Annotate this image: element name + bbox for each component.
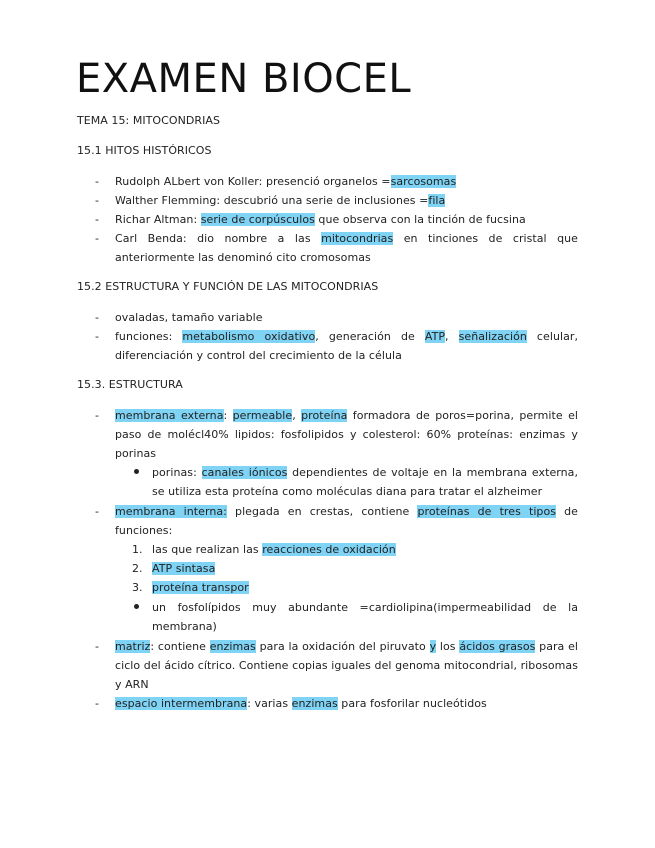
dash-marker: - xyxy=(95,194,100,207)
list-item: - membrana externa: permeable, proteína formadora de poros=porina, permite el paso de molécl40% lipidos: fosfolipidos y colesterol: 60% proteínas: enzimas y porinas xyxy=(95,406,578,463)
highlight: señalización xyxy=(458,330,527,343)
list-item: - espacio intermembrana: varias enzimas para fosforilar nucleótidos xyxy=(95,694,578,713)
section-heading-estructura: 15.3. ESTRUCTURA xyxy=(77,378,183,391)
highlight: espacio intermembrana xyxy=(115,697,248,710)
bullet-item: porinas: canales iónicos dependientes de voltaje en la membrana externa, se utiliza esta proteína como moléculas diana para tratar el alzheimer xyxy=(132,463,578,501)
dash-marker: - xyxy=(95,232,100,245)
highlight: serie de corpúsculos xyxy=(200,213,315,226)
bullet-item: un fosfolípidos muy abundante =cardiolipina(impermeabilidad de la membrana) xyxy=(132,598,578,636)
highlight: permeable xyxy=(232,409,293,422)
highlight: membrana interna: xyxy=(115,505,227,518)
dash-marker: - xyxy=(95,311,100,324)
highlight: ácidos grasos xyxy=(459,640,536,653)
list-item: - matriz: contiene enzimas para la oxidación del piruvato y los ácidos grasos para el ciclo del ácido cítrico. Contiene copias iguales del genoma mitocondrial, ribosomas y ARN xyxy=(95,637,578,694)
list-item: - Walther Flemming: descubrió una serie de inclusiones =fila xyxy=(95,191,578,210)
highlight: canales iónicos xyxy=(201,466,288,479)
list-item: - ovaladas, tamaño variable xyxy=(95,308,578,327)
highlight: ATP xyxy=(424,330,446,343)
list-item: - funciones: metabolismo oxidativo, generación de ATP, señalización celular, diferenciación y control del crecimiento de la célula xyxy=(95,327,578,365)
dash-marker: - xyxy=(95,213,100,226)
highlight: ATP sintasa xyxy=(152,562,216,575)
highlight: membrana externa xyxy=(115,409,224,422)
dash-marker: - xyxy=(95,409,100,422)
dash-marker: - xyxy=(95,697,100,710)
highlight: mitocondrias xyxy=(321,232,394,245)
highlight: enzimas xyxy=(291,697,338,710)
page-title: EXAMEN BIOCEL xyxy=(76,56,412,102)
section-heading-estructura-funcion: 15.2 ESTRUCTURA Y FUNCIÓN DE LAS MITOCONDRIAS xyxy=(77,280,379,293)
dash-marker: - xyxy=(95,330,100,343)
highlight: proteínas de tres tipos xyxy=(417,505,557,518)
highlight: proteína xyxy=(301,409,348,422)
highlight: metabolismo oxidativo xyxy=(182,330,316,343)
highlight: sarcosomas xyxy=(390,175,457,188)
highlight: proteína transpor xyxy=(152,581,249,594)
dash-marker: - xyxy=(95,175,100,188)
highlight: reacciones de oxidación xyxy=(262,543,396,556)
highlight: y xyxy=(429,640,437,653)
highlight: enzimas xyxy=(209,640,256,653)
numbered-item: 3. proteína transpor xyxy=(132,581,249,594)
bullet-icon xyxy=(134,469,139,474)
bullet-icon xyxy=(134,604,139,609)
numbered-item: 2. ATP sintasa xyxy=(132,562,216,575)
dash-marker: - xyxy=(95,505,100,518)
list-item: - membrana interna: plegada en crestas, contiene proteínas de tres tipos de funciones: xyxy=(95,502,578,540)
numbered-item: 1. las que realizan las reacciones de oxidación xyxy=(132,543,396,556)
list-item: - Carl Benda: dio nombre a las mitocondrias en tinciones de cristal que anteriormente las denominó cito cromosomas xyxy=(95,229,578,267)
list-item: - Richar Altman: serie de corpúsculos que observa con la tinción de fucsina xyxy=(95,210,578,229)
topic-heading: TEMA 15: MITOCONDRIAS xyxy=(77,114,220,127)
highlight: fila xyxy=(428,194,446,207)
highlight: matriz xyxy=(115,640,151,653)
dash-marker: - xyxy=(95,640,100,653)
list-item: - Rudolph ALbert von Koller: presenció organelos =sarcosomas xyxy=(95,172,578,191)
section-heading-hitos: 15.1 HITOS HISTÓRICOS xyxy=(77,144,212,157)
